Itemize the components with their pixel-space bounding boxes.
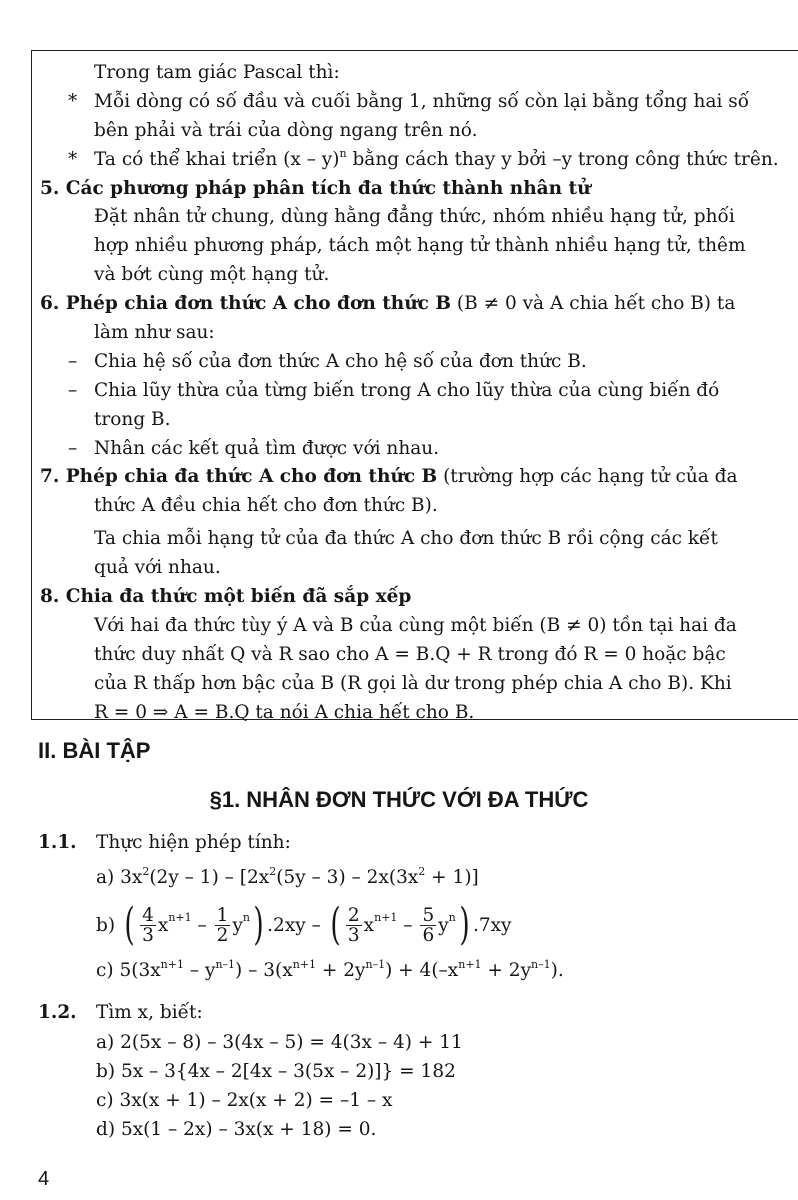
math-text [94,146,779,170]
section-heading: II. BÀI TẬP [38,738,151,763]
expression-b [96,900,511,950]
exercise-1-2 [38,1002,77,1023]
math-text: ) + 4(–x [385,960,459,981]
exercise-prompt: Tìm x, biết: [96,1002,203,1023]
math-text: x [157,914,169,936]
denominator: 2 [216,924,229,946]
expression-c [96,960,564,981]
dash-item [32,348,798,377]
superscript: n+1 [458,958,482,971]
text-line: Đặt nhân tử chung, dùng hằng đẳng thức, nhóm nhiều hạng tử, phối [94,206,735,228]
heading-6 [32,290,798,319]
exercise-number: 1.1. [38,832,77,853]
big-parenthesis: ) [459,899,470,950]
text-line: Ta chia mỗi hạng tử của đa thức A cho đơn thức B rồi cộng các kết [94,528,718,550]
heading-8: 8. Chia đa thức một biến đã sắp xếp [40,586,412,608]
math-text: + 2y [316,960,366,981]
superscript: n+1 [160,958,184,971]
dash-marker: – [68,379,78,401]
heading-text: 6. Phép chia đơn thức A cho đơn thức B [40,293,451,315]
math-text: Ta có thể khai triển (x – y) [94,148,340,170]
math-text: b) [96,914,121,936]
math-text: .7xy [472,914,512,936]
math-text: a) 3x [96,867,143,888]
exercise-prompt: Thực hiện phép tính: [96,832,291,853]
equation-b: b) 5x – 3{4x – 2[4x – 3(5x – 2)]} = 182 [96,1061,456,1082]
math-text: (5y – 3) – 2x(3x [276,867,419,888]
math-text: x [363,914,375,936]
heading-text: 7. Phép chia đa thức A cho đơn thức B [40,466,438,488]
text-line: làm như sau: [94,322,215,344]
denominator: 3 [142,924,154,946]
equation-a: a) 2(5x – 8) – 3(4x – 5) = 4(3x – 4) + 11 [96,1032,463,1053]
dash-item [32,377,798,406]
text-line: thức A đều chia hết cho đơn thức B). [94,495,438,517]
text-line: của R thấp hơn bậc của B (R gọi là dư trong phép chia A cho B). Khi [94,672,732,694]
superscript: n+1 [292,958,316,971]
superscript: 2 [269,865,277,878]
numerator: 1 [216,904,229,926]
math-text: y [232,914,243,936]
dash-marker: – [68,437,78,459]
math-text: – y [183,960,216,981]
fraction [140,906,156,945]
superscript: 2 [142,865,150,878]
text-line: quả với nhau. [94,557,221,579]
text: Mỗi dòng có số đầu và cuối bằng 1, những số còn lại bằng tổng hai số [94,90,750,112]
heading-5: 5. Các phương pháp phân tích đa thức thành nhân tử [40,177,591,199]
bullet-item [32,88,798,117]
text-line: và bớt cùng một hạng tử. [94,264,330,286]
denominator: 3 [347,924,360,946]
math-text: + 2y [481,960,532,981]
math-text: – [191,914,213,936]
fraction [215,906,231,945]
numerator: 4 [142,904,154,926]
dash-item [32,435,798,464]
expression-a [96,867,479,888]
math-text: ) – 3(x [235,960,293,981]
superscript: n [339,146,347,160]
fraction [346,906,362,945]
math-text: – [397,914,419,936]
math-text: y [438,914,449,936]
exercise-number: 1.2. [38,1002,77,1023]
math-text: + 1)] [425,867,479,888]
page-number: 4 [38,1168,50,1190]
heading-7 [32,463,798,492]
superscript: n [448,910,456,924]
superscript: 2 [418,865,426,878]
equation-d: d) 5x(1 – 2x) – 3x(x + 18) = 0. [96,1119,377,1140]
big-parenthesis: ( [124,899,135,950]
math-text: bằng cách thay y bởi –y trong công thức trên. [346,148,779,170]
numerator: 2 [347,904,360,926]
math-text: c) 5(3x [96,960,161,981]
dash-marker: – [68,350,78,372]
theory-summary-box [31,50,798,723]
text-line: Với hai đa thức tùy ý A và B của cùng một biến (B ≠ 0) tồn tại hai đa [94,614,737,636]
math-text: .2xy – [267,914,327,936]
text: Chia lũy thừa của từng biến trong A cho lũy thừa của cùng biến đó [94,379,720,401]
math-text: (2y – 1) – [2x [149,867,270,888]
text-line: R = 0 ⇒ A = B.Q ta nói A chia hết cho B. [94,701,475,723]
heading-rest: (trường hợp các hạng tử của đa [437,466,738,488]
text-line: thức duy nhất Q và R sao cho A = B.Q + R trong đó R = 0 hoặc bậc [94,643,726,665]
big-parenthesis: ) [253,899,264,950]
superscript: n [242,910,250,924]
superscript: n–1 [365,958,386,971]
exercise-1-1 [38,832,77,853]
math-text: ). [550,960,564,981]
big-parenthesis: ( [330,899,341,950]
text-line: trong B. [94,408,171,430]
text-line: hợp nhiều phương pháp, tách một hạng tử thành nhiều hạng tử, thêm [94,235,746,257]
intro-text: Trong tam giác Pascal thì: [94,62,340,83]
bullet-marker: * [68,90,78,112]
text: Chia hệ số của đơn thức A cho hệ số của đơn thức B. [94,350,587,372]
superscript: n+1 [168,910,192,924]
bullet-marker: * [68,148,78,170]
equation-c: c) 3x(x + 1) – 2x(x + 2) = –1 – x [96,1090,393,1111]
text-line: bên phải và trái của dòng ngang trên nó. [94,119,478,141]
superscript: n–1 [215,958,236,971]
denominator: 6 [422,924,435,946]
heading-rest: (B ≠ 0 và A chia hết cho B) ta [451,293,736,315]
superscript: n+1 [374,910,398,924]
numerator: 5 [422,904,435,926]
lesson-title: §1. NHÂN ĐƠN THỨC VỚI ĐA THỨC [209,787,589,812]
fraction [420,906,436,945]
text: Nhân các kết quả tìm được với nhau. [94,437,440,459]
superscript: n–1 [531,958,551,971]
bullet-item [32,146,798,175]
